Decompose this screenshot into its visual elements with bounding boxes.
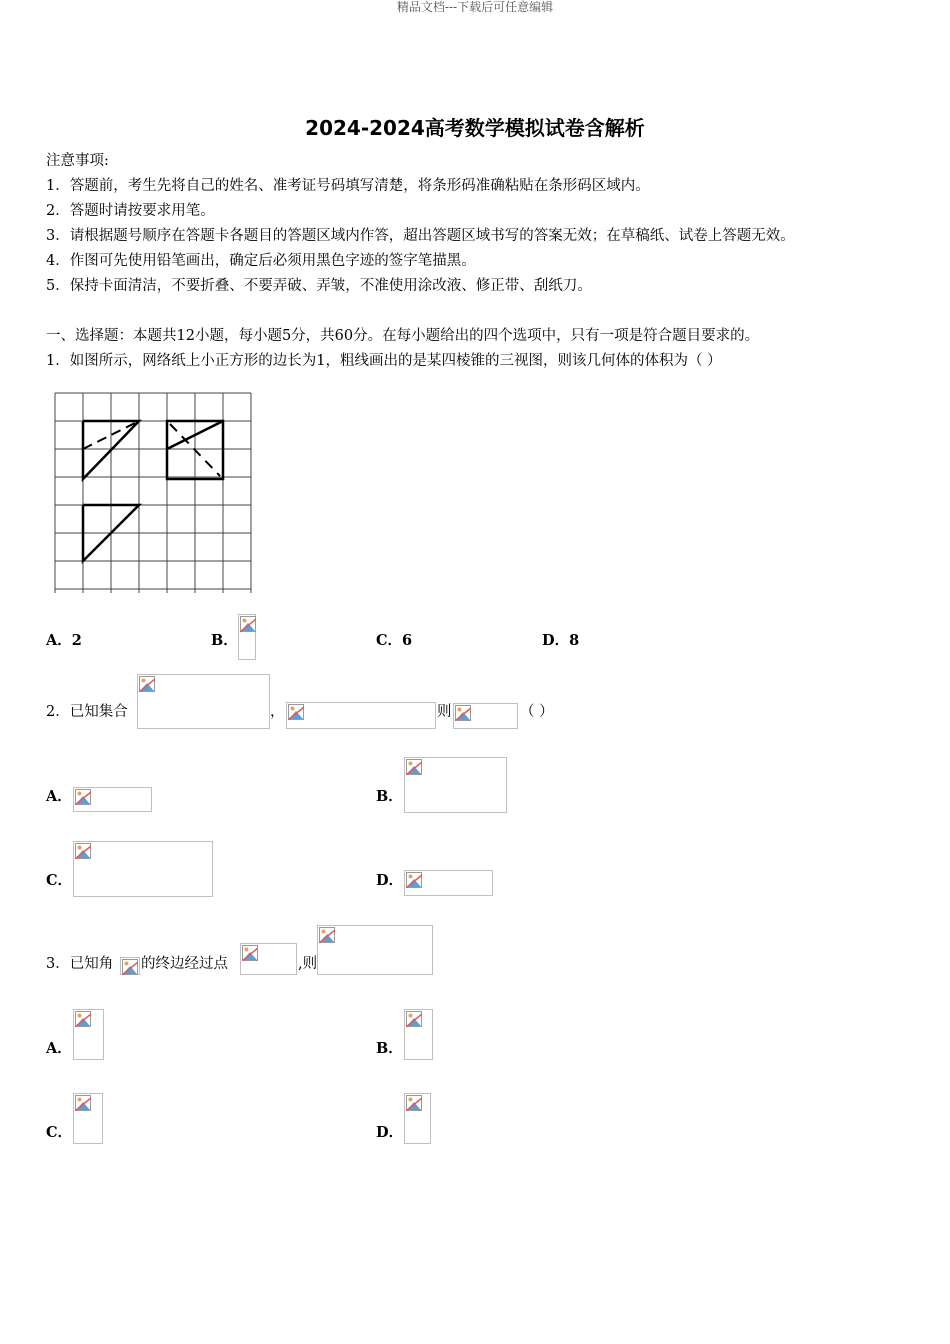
broken-image-icon bbox=[242, 945, 258, 961]
broken-image-icon bbox=[122, 959, 138, 975]
q3-option-a-label: A． bbox=[46, 1040, 72, 1057]
page-header: 精品文档---下载后可任意编辑 bbox=[396, 0, 554, 14]
notice-item: 1．答题前，考生先将自己的姓名、准考证号码填写清楚，将条形码准确粘贴在条形码区域内。 bbox=[46, 178, 650, 194]
q3-option-d-label: D． bbox=[376, 1124, 404, 1141]
broken-image-icon bbox=[75, 1011, 91, 1027]
q2-set-b-image bbox=[286, 702, 436, 729]
q2-option-b-label: B． bbox=[376, 788, 403, 805]
q2-option-a-image bbox=[73, 787, 152, 812]
notice-item: 3．请根据题号顺序在答题卡各题目的答题区域内作答，超出答题区域书写的答案无效；在草稿纸、试卷上答题无效。 bbox=[46, 228, 795, 244]
q1-option-a-label: A．2 bbox=[46, 632, 82, 649]
q3-expression-image bbox=[317, 925, 433, 975]
broken-image-icon bbox=[406, 1011, 422, 1027]
broken-image-icon bbox=[406, 1095, 422, 1111]
q2-option-b-image bbox=[404, 757, 507, 813]
broken-image-icon bbox=[75, 789, 91, 805]
q2-option-c-image bbox=[73, 841, 213, 897]
q2-option-d-image bbox=[404, 870, 493, 896]
q3-option-c-label: C． bbox=[46, 1124, 73, 1141]
notice-heading: 注意事项: bbox=[46, 153, 109, 169]
notice-item: 2．答题时请按要求用笔。 bbox=[46, 203, 215, 219]
broken-image-icon bbox=[75, 1095, 91, 1111]
q3-option-a-image bbox=[73, 1009, 104, 1060]
q1-option-c-label: C．6 bbox=[376, 632, 413, 649]
page-title: 2024-2024高考数学模拟试卷含解析 bbox=[305, 116, 645, 140]
broken-image-icon bbox=[406, 872, 422, 888]
q2-option-c-label: C． bbox=[46, 872, 73, 889]
q1-option-b-label: B． bbox=[211, 632, 238, 649]
q2-then: 则 bbox=[437, 704, 452, 720]
section-heading: 一、选择题：本题共12小题，每小题5分，共60分。在每小题给出的四个选项中，只有一项是符合题目要求的。 bbox=[46, 328, 760, 344]
q1-option-b-image bbox=[238, 614, 256, 660]
broken-image-icon bbox=[288, 704, 304, 720]
q2-answer-paren: （ ） bbox=[520, 704, 554, 720]
q2-option-d-label: D． bbox=[376, 872, 404, 889]
q3-option-d-image bbox=[404, 1093, 431, 1144]
broken-image-icon bbox=[406, 759, 422, 775]
notice-item: 5．保持卡面清洁，不要折叠、不要弄破、弄皱，不准使用涂改液、修正带、刮纸刀。 bbox=[46, 278, 592, 294]
q3-option-c-image bbox=[73, 1093, 103, 1144]
q3-angle-image bbox=[120, 957, 140, 975]
q3-option-b-image bbox=[404, 1009, 433, 1060]
three-view-diagram bbox=[50, 390, 258, 598]
q2-comma: ， bbox=[270, 704, 285, 720]
broken-image-icon bbox=[75, 843, 91, 859]
broken-image-icon bbox=[139, 676, 155, 692]
broken-image-icon bbox=[240, 616, 256, 632]
q1-option-d-label: D．8 bbox=[542, 632, 580, 649]
q2-expression-image bbox=[453, 703, 518, 729]
broken-image-icon bbox=[455, 705, 471, 721]
question-2-stem-start: 2．已知集合 bbox=[46, 704, 128, 720]
broken-image-icon bbox=[319, 927, 335, 943]
q3-then: ,则 bbox=[298, 956, 318, 972]
question-1-stem: 1．如图所示，网络纸上小正方形的边长为1，粗线画出的是某四棱锥的三视图，则该几何体的体积为（ ） bbox=[46, 353, 722, 369]
question-3-stem-start: 3．已知角 bbox=[46, 956, 114, 972]
q3-option-b-label: B． bbox=[376, 1040, 403, 1057]
notice-item: 4．作图可先使用铅笔画出，确定后必须用黑色字迹的签字笔描黑。 bbox=[46, 253, 476, 269]
q2-set-a-image bbox=[137, 674, 270, 729]
q3-mid-text: 的终边经过点 bbox=[141, 956, 228, 972]
q2-option-a-label: A． bbox=[46, 788, 72, 805]
q3-point-image bbox=[240, 943, 297, 975]
